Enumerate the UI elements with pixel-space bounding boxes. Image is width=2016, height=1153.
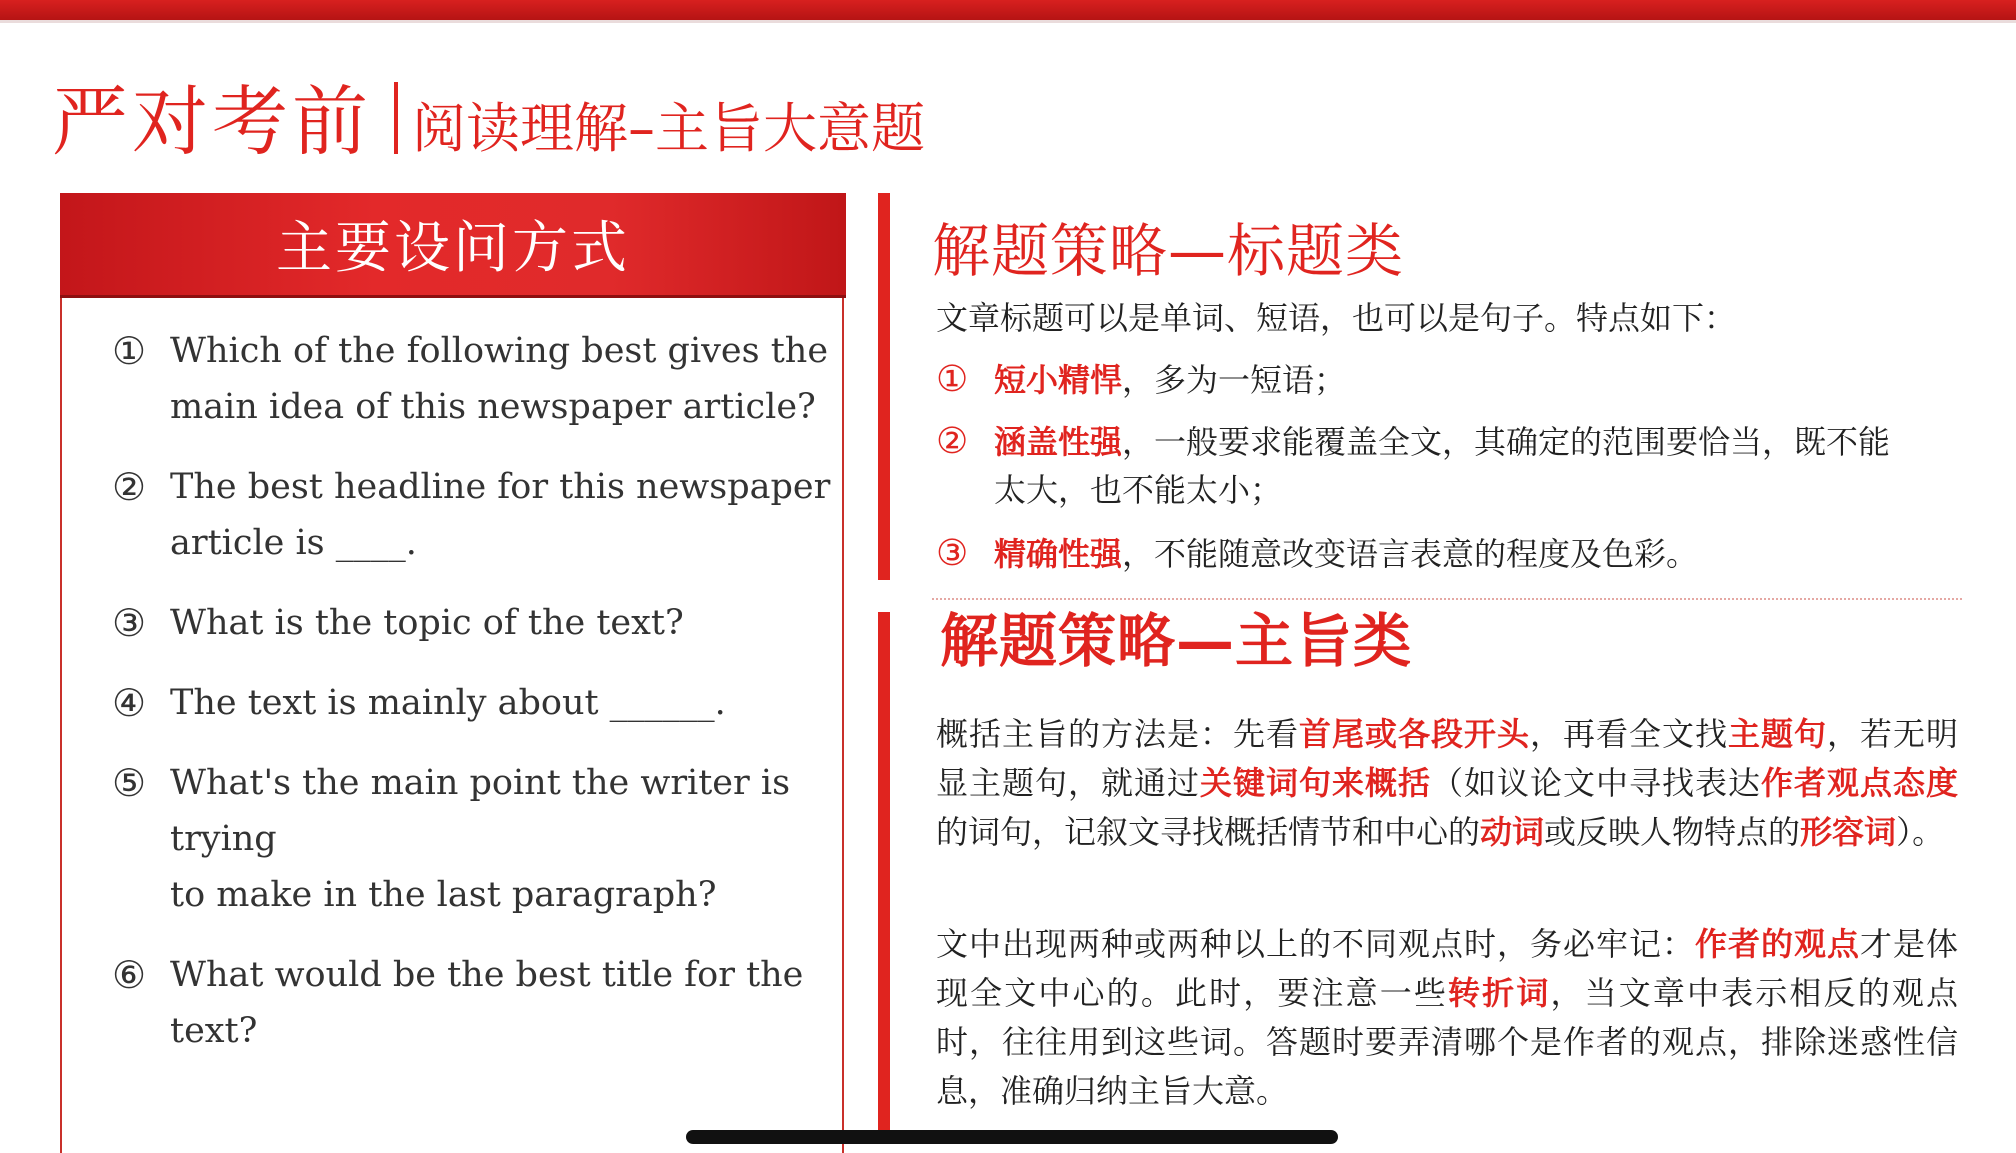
question-item <box>112 323 832 435</box>
question-number: ③ <box>112 601 147 645</box>
main-idea-paragraph-2 <box>936 920 1958 1116</box>
question-text: The best headline for this newspaper article is ____. <box>170 467 831 563</box>
para-text: ，若无明显主题句，就通过 <box>936 715 1958 802</box>
title-strategy-heading: 解题策略—标题类 <box>932 217 1405 285</box>
para-text: ，当文章中表示相反的观点时，往往用到这些词。答题时要弄清哪个是作者的观点，排除迷惑性信息，准确归纳主旨大意。 <box>936 974 1958 1110</box>
question-item <box>112 755 832 923</box>
title-separator <box>394 82 398 154</box>
feature-description: ，不能随意改变语言表意的程度及色彩。 <box>1122 535 1699 573</box>
top-accent-bar <box>0 0 2016 20</box>
para-text: ）。 <box>1896 813 1945 851</box>
para-highlight: 作者观点态度 <box>1760 764 1958 802</box>
para-text: 才是体现全文中心的。此时，要注意一些 <box>936 925 1958 1012</box>
page-title <box>52 60 925 166</box>
para-text: ，再看全文找 <box>1529 715 1728 753</box>
question-forms-heading: 主要设问方式 <box>276 216 630 281</box>
para-text: 文中出现两种或两种以上的不同观点时，务必牢记： <box>936 925 1695 963</box>
feature-keyword: 涵盖性强 <box>994 423 1123 461</box>
top-accent-shadow <box>0 20 2016 23</box>
question-item <box>112 675 832 731</box>
question-item <box>112 947 832 1059</box>
question-text: The text is mainly about ______. <box>170 683 726 723</box>
feature-description: ，多为一短语； <box>1122 361 1347 399</box>
feature-item <box>936 418 1966 514</box>
main-idea-strategy-heading: 解题策略—主旨类 <box>940 607 1413 675</box>
question-number: ⑤ <box>112 761 147 805</box>
para-highlight: 首尾或各段开头 <box>1298 715 1530 753</box>
main-idea-paragraph-1 <box>936 710 1958 857</box>
section-accent-bar <box>878 612 890 1140</box>
question-text: What's the main point the writer is trying to make in the last paragraph? <box>170 763 791 915</box>
title-strategy-intro: 文章标题可以是单词、短语，也可以是句子。特点如下： <box>936 299 1737 337</box>
para-text: 概括主旨的方法是：先看 <box>936 715 1299 753</box>
feature-keyword: 精确性强 <box>994 535 1123 573</box>
feature-keyword: 短小精悍 <box>994 361 1123 399</box>
question-text: What is the topic of the text? <box>170 603 684 643</box>
video-scrub-bar[interactable] <box>686 1130 1338 1144</box>
para-highlight: 作者的观点 <box>1694 925 1860 963</box>
feature-description: ，一般要求能覆盖全文，其确定的范围要恰当，既不能 <box>1122 423 1891 461</box>
section-divider <box>932 598 1962 600</box>
feature-number: ③ <box>936 533 969 574</box>
feature-description-cont: 太大，也不能太小； <box>994 471 1283 509</box>
feature-number: ② <box>936 421 969 462</box>
title-main: 严对考前 <box>52 77 372 166</box>
para-highlight: 关键词句来概括 <box>1199 764 1431 802</box>
para-text: （如议论文中寻找表达 <box>1430 764 1761 802</box>
question-list <box>112 323 832 1083</box>
question-forms-panel <box>60 193 844 1153</box>
question-item <box>112 595 832 651</box>
title-subtitle: 阅读理解–主旨大意题 <box>412 97 925 160</box>
question-forms-header <box>60 193 846 298</box>
question-number: ⑥ <box>112 953 147 997</box>
section-accent-bar <box>878 193 890 580</box>
question-number: ② <box>112 465 147 509</box>
para-text: 的词句，记叙文寻找概括情节和中心的 <box>936 813 1481 851</box>
feature-number: ① <box>936 359 969 400</box>
question-text: What would be the best title for the text? <box>170 955 804 1051</box>
feature-item <box>936 530 1966 578</box>
para-text: 或反映人物特点的 <box>1544 813 1801 851</box>
para-highlight: 动词 <box>1480 813 1545 851</box>
question-item <box>112 459 832 571</box>
feature-item <box>936 356 1966 404</box>
para-highlight: 形容词 <box>1800 813 1897 851</box>
question-number: ① <box>112 329 147 373</box>
para-highlight: 转折词 <box>1448 974 1551 1012</box>
para-highlight: 主题句 <box>1727 715 1827 753</box>
question-number: ④ <box>112 681 147 725</box>
question-text: Which of the following best gives the main idea of this newspaper article? <box>170 331 829 427</box>
